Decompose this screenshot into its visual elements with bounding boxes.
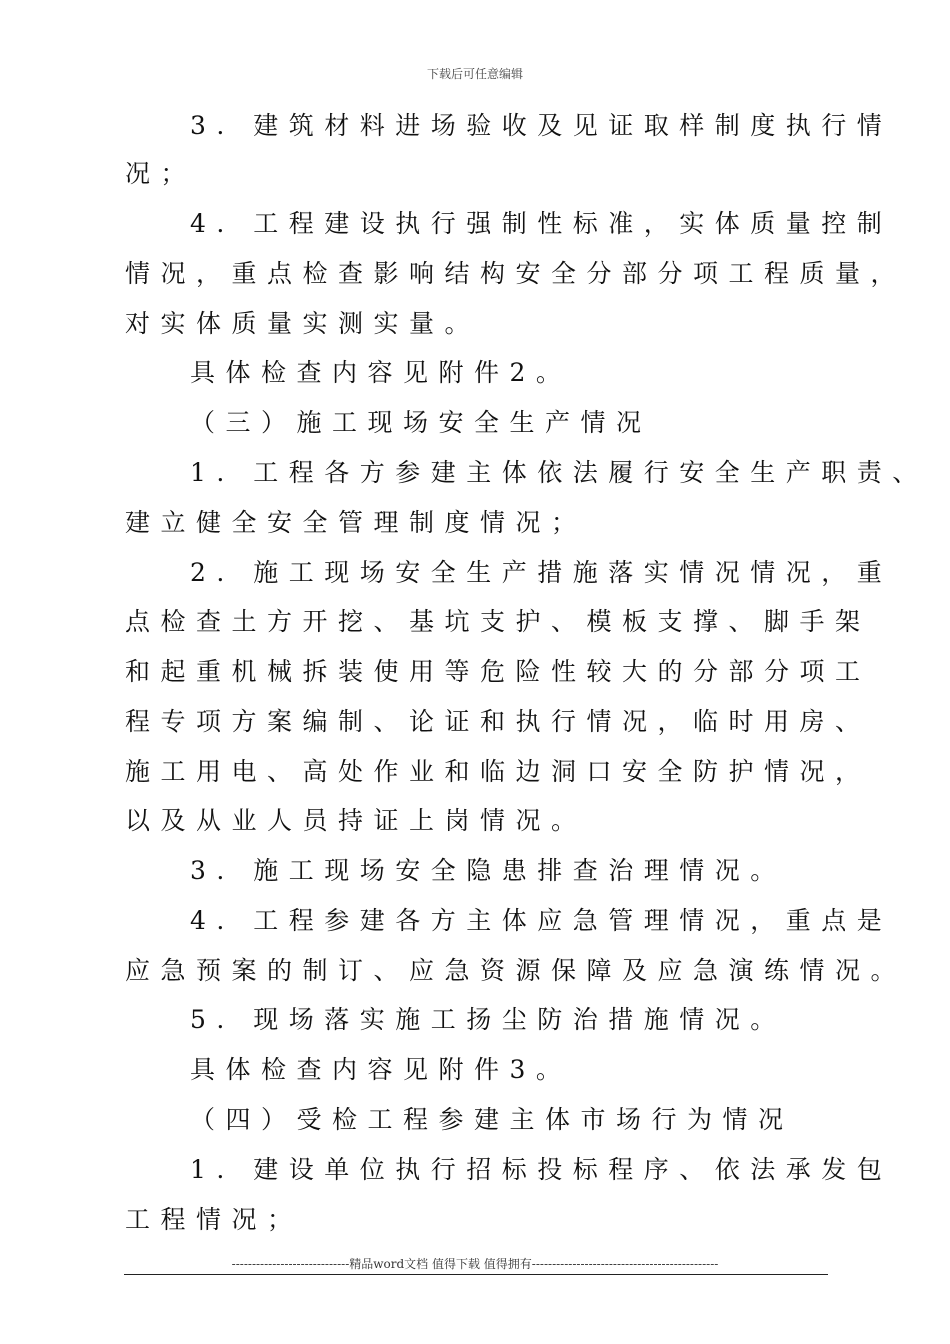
paragraph-line: 情况，重点检查影响结构安全分部分项工程质量， [125,259,907,288]
paragraph-line: 应急预案的制订、应急资源保障及应急演练情况。 [125,956,907,985]
paragraph-line: 4. 工程参建各方主体应急管理情况，重点是 [190,906,893,935]
footer-divider [124,1274,828,1275]
paragraph-line: 对实体质量实测实量。 [125,309,481,338]
section-heading: （四）受检工程参建主体市场行为情况 [190,1105,794,1134]
paragraph-line: 4. 工程建设执行强制性标准，实体质量控制 [190,209,893,238]
paragraph-line: 具体检查内容见附件2。 [190,358,572,387]
paragraph-line: 3. 建筑材料进场验收及见证取样制度执行情 [190,111,893,140]
paragraph-line: 施工用电、高处作业和临边洞口安全防护情况， [125,757,871,786]
paragraph-line: 况； [125,159,197,188]
paragraph-line: 工程情况； [125,1205,303,1234]
paragraph-line: 程专项方案编制、论证和执行情况，临时用房、 [125,707,871,736]
paragraph-line: 具体检查内容见附件3。 [190,1055,572,1084]
paragraph-line: 1. 工程各方参建主体依法履行安全生产职责、 [190,458,928,487]
paragraph-line: 5. 现场落实施工扬尘防治措施情况。 [190,1005,786,1034]
paragraph-line: 以及从业人员持证上岗情况。 [125,806,587,835]
paragraph-line: 点检查土方开挖、基坑支护、模板支撑、脚手架 [125,607,871,636]
paragraph-line: 3. 施工现场安全隐患排查治理情况。 [190,856,786,885]
page-footer: -----------------------------精品word文档 值得下载 值得拥有---------------------------------------------- [231,1257,719,1271]
paragraph-line: 建立健全安全管理制度情况； [125,508,587,537]
paragraph-line: 和起重机械拆装使用等危险性较大的分部分项工 [125,657,871,686]
section-heading: （三）施工现场安全生产情况 [190,408,652,437]
paragraph-line: 2. 施工现场安全生产措施落实情况情况，重 [190,558,893,587]
paragraph-line: 1. 建设单位执行招标投标程序、依法承发包 [190,1155,893,1184]
page-header: 下载后可任意编辑 [426,67,523,81]
